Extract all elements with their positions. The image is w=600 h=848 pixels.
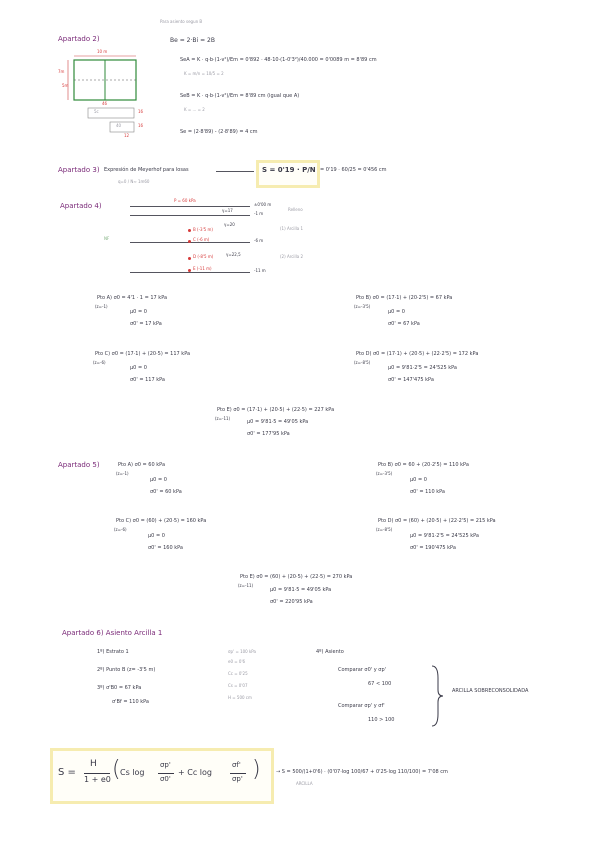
ap2-dim-right2: 16	[138, 123, 144, 128]
ap5-pto-a-u: μ0 = 0	[150, 477, 167, 483]
ap5-pto-d-u: μ0 = 9'81·2'5 = 24'525 kPa	[410, 533, 479, 539]
ap5-pto-d-z: (z=-8'5)	[376, 527, 393, 532]
ap2-formula-b: SeB = K · q·b·(1-ν²)/Em = 8'89 cm (igual que A)	[180, 93, 300, 99]
ap6-final-result-sub: ARCILLA	[296, 781, 313, 786]
ap4-level-0-line	[130, 206, 250, 207]
ap4-pto-c-z: (z=-6)	[93, 360, 106, 365]
ap4-label-arcilla2: (2) Arcilla 2	[280, 254, 304, 259]
ap4-level-1: -1 m	[254, 211, 264, 216]
ap3-formula: S = 0'19 · P/N	[262, 166, 316, 174]
ap5-pto-a-z: (z=-1)	[116, 471, 129, 476]
apartado-5-title: Apartado 5)	[58, 461, 100, 469]
ap6-step-3: 3º) σ'B0 = 67 kPa	[97, 685, 142, 691]
ap4-pto-a-u: μ0 = 0	[130, 309, 147, 315]
ap4-pto-c-u: μ0 = 0	[130, 365, 147, 371]
ap2-dim-right1: 16	[138, 109, 144, 114]
ap6-conclusion: ARCILLA SOBRECONSOLIDADA	[452, 688, 529, 694]
ap6-formula-paren-close: )	[252, 757, 261, 782]
ap4-pto-a-head: Pto A) σ0 = 4'1 · 1 = 17 kPa	[97, 295, 168, 301]
ap4-pto-d-head: Pto D) σ0 = (17·1) + (20·5) + (22·2'5) = 172 kPa	[356, 351, 479, 357]
ap2-formula-b-k: K = ... = 2	[184, 107, 205, 112]
ap6-param-5: H = 500 cm	[228, 695, 252, 700]
ap6-formula-f1-bar	[158, 773, 174, 774]
ap4-gamma-1: γ=17	[222, 208, 233, 213]
ap5-pto-d-s: σ0' = 190'475 kPa	[410, 545, 456, 551]
ap4-point-b-marker	[188, 229, 191, 232]
ap4-pto-b-u: μ0 = 0	[388, 309, 405, 315]
ap6-step-4: 4º) Asiento	[316, 649, 344, 655]
ap5-pto-e-s: σ0' = 220'95 kPa	[270, 599, 313, 605]
ap4-pto-b-z: (z=-3'5)	[354, 304, 371, 309]
ap5-pto-d-head: Pto D) σ0 = (60) + (20·5) + (22·2'5) = 215 kPa	[378, 518, 496, 524]
ap4-pto-d-z: (z=-8'5)	[354, 360, 371, 365]
ap3-result: = 0'19 · 60/25 = 0'456 cm	[320, 167, 387, 173]
ap2-dim-small2: 40	[116, 123, 122, 128]
ap6-formula-num: H	[90, 759, 97, 769]
ap6-formula-f1n: σp'	[160, 761, 171, 769]
ap4-label-arcilla1: (1) Arcilla 1	[280, 226, 304, 231]
ap4-level-11: -11 m	[254, 268, 266, 273]
ap4-label-nf: NF	[104, 236, 110, 241]
ap6-param-1: σp' = 100 kPa	[228, 649, 256, 654]
ap5-pto-b-u: μ0 = 0	[410, 477, 427, 483]
ap6-formula-den: 1 + e0	[84, 775, 111, 784]
ap6-param-4: Cs = 0'07	[228, 683, 248, 688]
ap6-formula-f1d: σ0'	[160, 775, 171, 783]
ap6-brace	[430, 664, 444, 728]
ap5-pto-e-z: (z=-11)	[238, 583, 254, 588]
ap4-level-0: ±0'00 m	[254, 202, 272, 207]
ap5-pto-b-head: Pto B) σ0 = 60 + (20·2'5) = 110 kPa	[378, 462, 469, 468]
ap5-pto-e-u: μ0 = 9'81·5 = 49'05 kPa	[270, 587, 332, 593]
ap6-formula-f2d: σp'	[232, 775, 243, 783]
ap6-compare-2-result: 110 > 100	[368, 717, 395, 723]
ap6-step-2: 2º) Punto B (z= -3'5 m)	[97, 667, 156, 673]
apartado-6-title: Apartado 6) Asiento Arcilla 1	[62, 629, 163, 637]
ap4-level-1-line	[130, 215, 250, 216]
ap4-point-d-marker	[188, 257, 191, 260]
ap6-formula-plus: + Cc log	[178, 768, 212, 777]
ap4-point-c-marker	[188, 240, 191, 243]
ap2-dim-mid: 5m	[62, 83, 69, 88]
ap6-formula-f2-bar	[230, 773, 246, 774]
ap6-formula-cs: Cs log	[120, 768, 145, 777]
ap4-point-e-marker	[188, 269, 191, 272]
ap3-text: Expresión de Meyerhof para losas	[104, 167, 189, 173]
ap6-compare-1: Comparar σ0' y σp'	[338, 667, 387, 673]
apartado-2-title: Apartado 2)	[58, 35, 100, 43]
ap6-formula-fraction-bar	[84, 773, 110, 774]
ap4-point-c: C (-6 m)	[193, 237, 210, 242]
ap5-pto-a-head: Pto A) σ0 = 60 kPa	[118, 462, 166, 468]
ap2-dim-top: 10 m	[97, 49, 108, 54]
ap4-pto-b-head: Pto B) σ0 = (17·1) + (20·2'5) = 67 kPa	[356, 295, 453, 301]
ap4-level-6: -6 m	[254, 238, 264, 243]
ap6-param-3: Cc = 0'25	[228, 671, 248, 676]
ap4-pto-c-s: σ0' = 117 kPa	[130, 377, 165, 383]
ap6-step-1: 1º) Estrato 1	[97, 649, 129, 655]
apartado-3-title: Apartado 3)	[58, 166, 100, 174]
ap4-gamma-3: γ=22,5	[226, 252, 241, 257]
ap5-pto-a-s: σ0' = 60 kPa	[150, 489, 182, 495]
ap4-point-d: D (-8'5 m)	[193, 254, 214, 259]
ap4-pto-b-s: σ0' = 67 kPa	[388, 321, 420, 327]
ap4-pto-c-head: Pto C) σ0 = (17·1) + (20·5) = 117 kPa	[95, 351, 191, 357]
ap4-pto-e-u: μ0 = 9'81·5 = 49'05 kPa	[247, 419, 309, 425]
ap6-formula-f2n: σf'	[232, 761, 241, 769]
ap2-dim-left: 7m	[58, 69, 65, 74]
ap4-label-relleno: Relleno	[288, 207, 303, 212]
top-note: Para asiento segun B	[160, 19, 203, 24]
ap5-pto-c-z: (z=-6)	[114, 527, 127, 532]
ap6-compare-2: Comparar σp' y σf'	[338, 703, 385, 709]
ap5-pto-c-head: Pto C) σ0 = (60) + (20·5) = 160 kPa	[116, 518, 207, 524]
ap5-pto-b-s: σ0' = 110 kPa	[410, 489, 445, 495]
ap2-dim-bottom: 46	[102, 101, 108, 106]
apartado-4-title: Apartado 4)	[60, 202, 102, 210]
ap4-pto-e-s: σ0' = 177'95 kPa	[247, 431, 290, 437]
ap4-pto-e-head: Pto E) σ0 = (17·1) + (20·5) + (22·5) = 227 kPa	[217, 407, 335, 413]
ap6-final-result: → S = 500/(1+0'6) · (0'07·log 100/67 + 0'25·log 110/100) = 7'08 cm	[276, 769, 448, 775]
ap2-formula-a: SeA = K · q·b·(1-ν²)/Em = 0'892 · 48·10·(1-0'3²)/40.000 = 0'0089 m = 8'89 cm	[180, 57, 377, 63]
ap2-dim-small1: 5c	[94, 109, 99, 114]
ap6-compare-1-result: 67 < 100	[368, 681, 392, 687]
ap2-be: Be = 2·Bi = 2B	[170, 37, 215, 44]
ap4-gamma-2: γ=20	[224, 222, 235, 227]
ap6-param-2: e0 = 0'6	[228, 659, 246, 664]
ap4-pto-d-s: σ0' = 147'475 kPa	[388, 377, 434, 383]
ap4-pto-a-z: (z=-1)	[95, 304, 108, 309]
ap6-formula-s: S =	[58, 767, 76, 778]
ap2-total: Se = (2·8'89) - (2·8'89) = 4 cm	[180, 129, 258, 135]
ap5-pto-c-s: σ0' = 160 kPa	[148, 545, 183, 551]
ap5-pto-e-head: Pto E) σ0 = (60) + (20·5) + (22·5) = 270 kPa	[240, 574, 353, 580]
ap4-pto-a-s: σ0' = 17 kPa	[130, 321, 162, 327]
ap6-step-3b: σ'Bf = 110 kPa	[112, 699, 149, 705]
ap4-pto-d-u: μ0 = 9'81·2'5 = 24'525 kPa	[388, 365, 457, 371]
ap3-sub: q=0 / N≈ 1m60	[118, 179, 150, 184]
ap3-arrow	[216, 171, 254, 172]
ap6-formula-paren-open: (	[112, 757, 121, 782]
ap5-pto-b-z: (z=-3'5)	[376, 471, 393, 476]
ap2-dim-bottom2: 12	[124, 133, 130, 138]
ap5-pto-c-u: μ0 = 0	[148, 533, 165, 539]
ap4-point-b: B (-3'5 m)	[193, 227, 213, 232]
ap4-pline: P = 60 kPa	[174, 198, 196, 203]
ap4-pto-e-z: (z=-11)	[215, 416, 231, 421]
ap4-point-e: E (-11 m)	[193, 266, 212, 271]
ap4-level-11-line	[130, 272, 250, 273]
ap2-formula-a-k: K = m/n = 10/5 = 2	[184, 71, 224, 76]
